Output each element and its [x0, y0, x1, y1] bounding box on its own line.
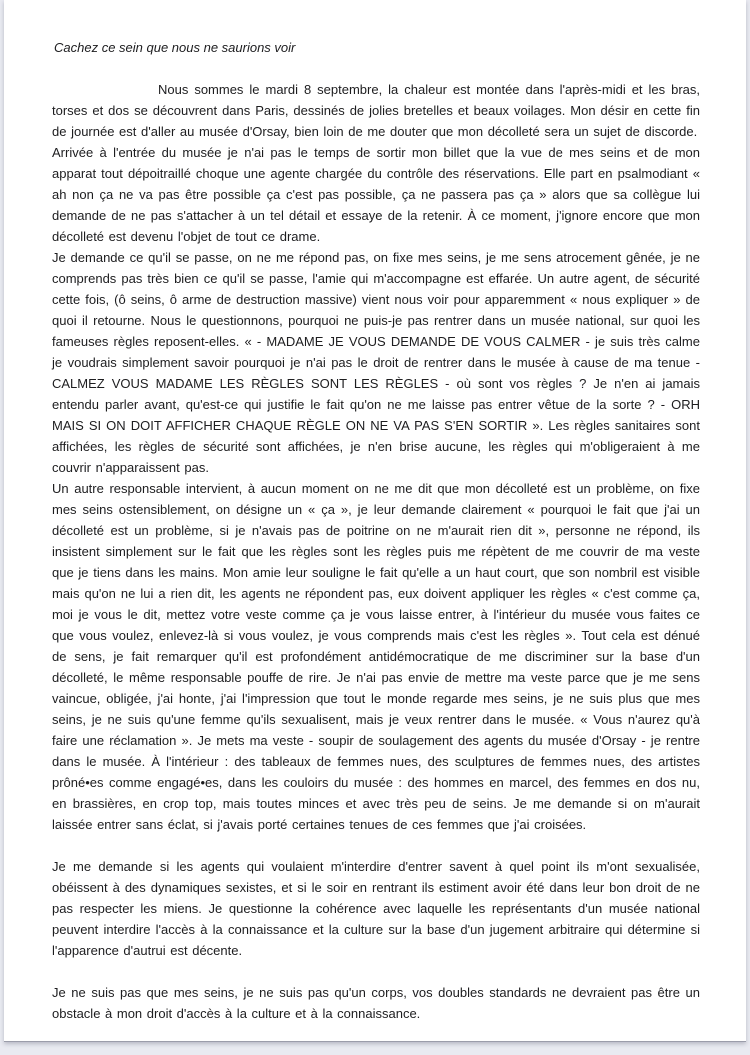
paragraph-security-confrontation: Je demande ce qu'il se passe, on ne me répond pas, on fixe mes seins, je me sens atrocement gênée, je ne comprends pas très bien ce qu'il se passe, l'amie qui m'accompagne est effarée. Un autre agent, de sécurité cette fois, (ô seins, ô arme de destruction massive) vient nous voir pour apparemment « nous expliquer » de quoi il retourne. Nous le questionnons, pourquoi ne puis-je pas rentrer dans un musée national, sur quoi les fameuses règles reposent-elles. « - MADAME JE VOUS DEMANDE DE VOUS CALMER - je suis très calme je voudrais simplement savoir pourquoi je n'ai pas le droit de rentrer dans le musée à cause de ma tenue - CALMEZ VOUS MADAME LES RÈGLES SONT LES RÈGLES - où sont vos règles ? Je n'en ai jamais entendu parler avant, qu'est-ce qui justifie le fait qu'on ne me laisse pas entrer vêtue de la sorte ? - ORH MAIS SI ON DOIT AFFICHER CHAQUE RÈGLE ON NE VA PAS S'EN SORTIR ». Les règles sanitaires sont affichées, les règles de sécurité sont affichées, je n'en brise aucune, les règles qui m'obligeraient à me couvrir n'apparaissent pas.	[52, 250, 700, 475]
paragraph-responsable-rules: Un autre responsable intervient, à aucun moment on ne me dit que mon décolleté est un problème, on fixe mes seins ostensiblement, on désigne un « ça », je leur demande clairement « pourquoi le fait que j'ai un décolleté est un problème, si je n'avais pas de poitrine on ne m'aurait rien dit », personne ne répond, ils insistent simplement sur le fait que les règles sont les règles puis me répètent de me couvrir de ma veste que je tiens dans les mains. Mon amie leur souligne le fait qu'elle a un haut court, que son nombril est visible mais qu'on ne lui a rien dit, les agents ne répondent pas, eux doivent appliquer les règles « c'est comme ça, moi je vous le dit, mettez votre veste comme ça je vous laisse entrer, à l'intérieur du musée vous faites ce que vous voulez, enlevez-là si vous voulez, je vous comprends mais c'est les règles ». Tout cela est dénué de sens, je fait remarquer qu'il est profondément antidémocratique de me discriminer sur la base d'un décolleté, le même responsable pouffe de rire. Je n'ai pas envie de mettre ma veste parce que je me sens vaincue, obligée, j'ai honte, j'ai l'impression que tout le monde regarde mes seins, je ne suis plus que mes seins, je ne suis qu'une femme qu'ils sexualisent, mais je veux rentrer dans le musée. « Vous n'aurez qu'à faire une réclamation ». Je mets ma veste - soupir de soulagement des agents du musée d'Orsay - je rentre dans le musée. À l'intérieur : des tableaux de femmes nues, des sculptures de femmes nues, des artistes prôné•es comme engagé•es, dans les couloirs du musée : des hommes en marcel, des femmes en dos nu, en brassières, en crop top, mais toutes minces et avec très peu de seins. Je me demande si on m'aurait laissée entrer sans éclat, si j'avais porté certaines tenues de ces femmes que j'ai croisées.	[52, 481, 700, 832]
paragraph-intro: Nous sommes le mardi 8 septembre, la chaleur est montée dans l'après-midi et les bras, torses et dos se découvrent dans Paris, dessinés de jolies bretelles et beaux voilages. Mon désir en cette fin de journée est d'aller au musée d'Orsay, bien loin de me douter que mon décolleté sera un sujet de discorde.	[52, 82, 700, 139]
document-page	[4, 0, 746, 1042]
paragraph-arrival-incident: Arrivée à l'entrée du musée je n'ai pas le temps de sortir mon billet que la vue de mes seins et de mon apparat tout dépoitraillé choque une agente chargée du contrôle des réservations. Elle part en psalmodiant « ah non ça ne va pas être possible ça c'est pas possible, ça ne passera pas ça » alors que sa collègue lui demande de ne pas s'attacher à un tel détail et essaye de la retenir. À ce moment, j'ignore encore que mon décolleté est devenu l'objet de tout ce drame.	[52, 145, 700, 244]
paragraph-conclusion: Je ne suis pas que mes seins, je ne suis pas qu'un corps, vos doubles standards ne devraient pas être un obstacle à mon droit d'accès à la culture et à la connaissance.	[52, 985, 700, 1021]
document-title: Cachez ce sein que nous ne saurions voir	[54, 40, 296, 55]
paragraph-reflection: Je me demande si les agents qui voulaient m'interdire d'entrer savent à quel point ils m'ont sexualisée, obéissent à des dynamiques sexistes, et si le soir en rentrant ils estiment avoir été dans leur bon droit de ne pas respecter les miens. Je questionne la cohérence avec laquelle les représentants d'un musée national peuvent interdire l'accès à la connaissance et la culture sur la base d'un jugement arbitraire qui détermine si l'apparence d'autrui est décente.	[52, 859, 700, 958]
